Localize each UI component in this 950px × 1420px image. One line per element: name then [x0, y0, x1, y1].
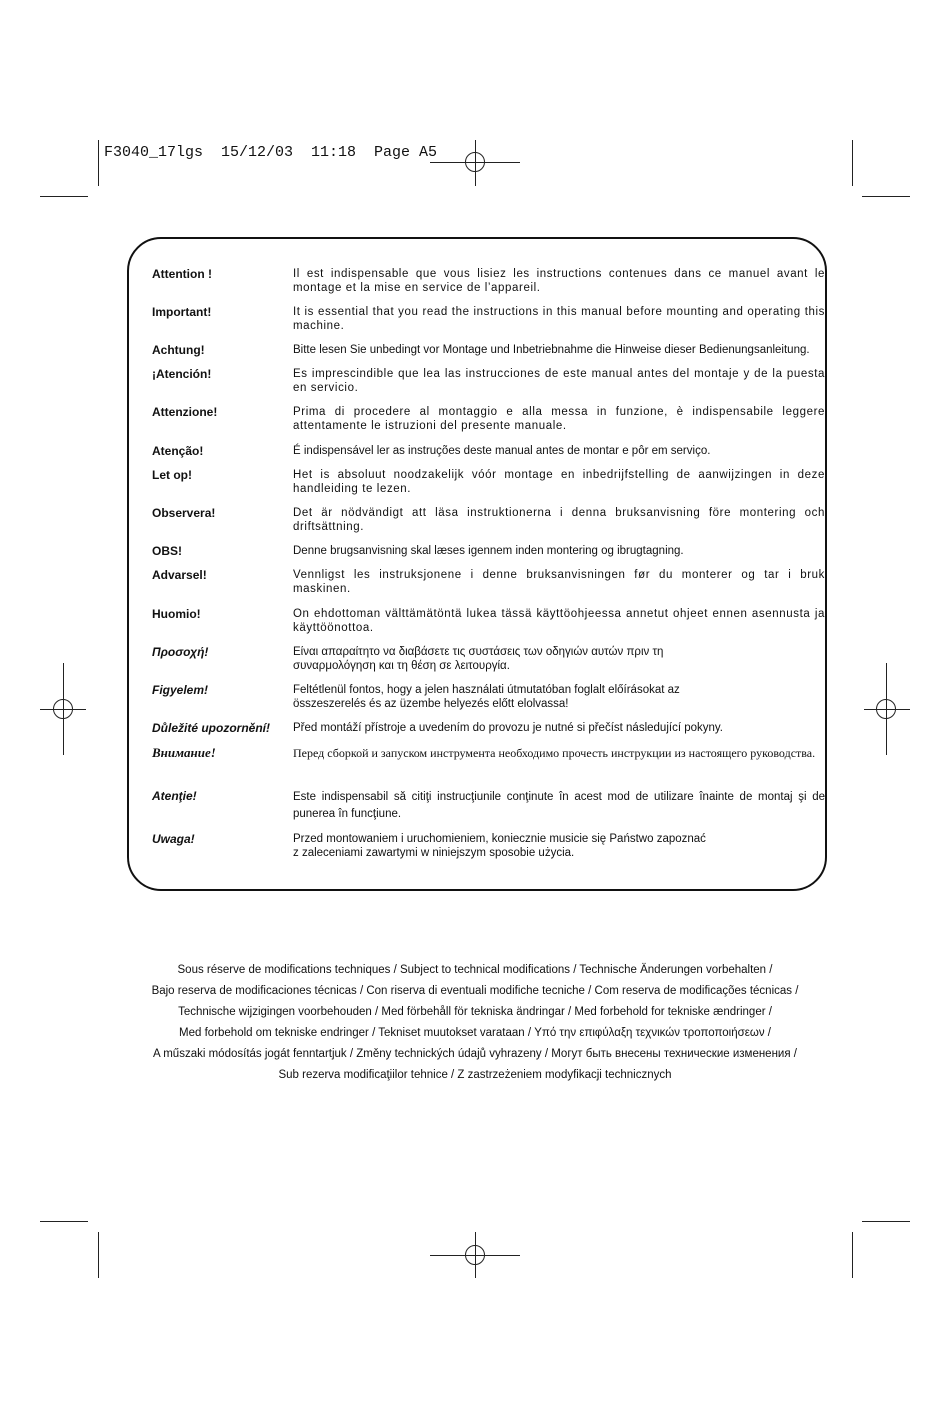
warning-text: [293, 683, 825, 711]
warning-text-line: Είναι απαραίτητο να διαβάσετε τις συστάσεις των οδηγιών αυτών πριν τη: [293, 646, 664, 658]
warning-text-line: συναρμολόγηση και τη θέση σε λειτουργία.: [293, 660, 510, 672]
warning-label: Advarsel!: [152, 568, 207, 582]
warning-text: [293, 645, 825, 673]
warning-label: Внимание!: [152, 745, 216, 760]
warning-text: Bitte lesen Sie unbedingt vor Montage und Inbetriebnahme die Hinweise dieser Bedienungsanleitung.: [293, 344, 810, 356]
registration-mark-icon: [465, 152, 485, 172]
warning-text: Este indispensabil să citiţi instrucţiunile conţinute în acest mod de utilizare înainte de montaj şi de punerea în funcţiune.: [293, 791, 825, 820]
crop-mark: [852, 140, 853, 186]
technical-modifications-notice: [100, 960, 850, 1086]
warning-panel: [127, 237, 827, 891]
warning-label: Achtung!: [152, 343, 205, 357]
crop-mark: [40, 196, 88, 197]
crop-mark: [98, 1232, 99, 1278]
print-slug: F3040_17lgs 15/12/03 11:18 Page A5: [104, 144, 438, 161]
warning-text: Det är nödvändigt att läsa instruktionerna i denna bruksanvisning före montering och driftsättning.: [293, 507, 825, 533]
crop-mark: [862, 1221, 910, 1222]
warning-text: Denne brugsanvisning skal læses igennem inden montering og ibrugtagning.: [293, 545, 684, 557]
registration-mark-icon: [53, 699, 73, 719]
warning-text: It is essential that you read the instructions in this manual before mounting and operating this machine.: [293, 306, 825, 332]
crop-mark: [852, 1232, 853, 1278]
warning-text: Перед сборкой и запуском инструмента необходимо прочесть инструкции из настоящего руководства.: [293, 746, 816, 760]
warning-label: Uwaga!: [152, 832, 195, 846]
warning-text: [293, 832, 825, 860]
crop-mark: [40, 1221, 88, 1222]
notice-line: Sub rezerva modificaţiilor tehnice / Z zastrzeżeniem modyfikacji technicznych: [278, 1069, 672, 1081]
warning-text-line: összeszerelés és az üzembe helyezés előtt elolvassa!: [293, 698, 569, 710]
warning-label: OBS!: [152, 544, 182, 558]
warning-label: Atenţie!: [152, 789, 197, 803]
warning-text: On ehdottoman välttämätöntä lukea tässä käyttöohjeessa annetut ohjeet ennen asennusta ja käyttöönottoa.: [293, 608, 825, 634]
warning-label: Figyelem!: [152, 683, 209, 697]
warning-label: Atenção!: [152, 444, 204, 458]
warning-text: Es imprescindible que lea las instrucciones de este manual antes del montaje y de la puesta en servicio.: [293, 368, 825, 394]
warning-label: Attention !: [152, 267, 212, 281]
warning-label: Let op!: [152, 468, 192, 482]
registration-mark-icon: [465, 1245, 485, 1265]
notice-line: Technische wijzigingen voorbehouden / Med förbehåll för tekniska ändringar / Med forbehold for tekniske ændringer /: [178, 1006, 772, 1018]
notice-line: Med forbehold om tekniske endringer / Tekniset muutokset varataan / Υπό την επιφύλαξη τεχνικών τροποποιήσεων /: [179, 1027, 771, 1039]
crop-mark: [98, 140, 99, 186]
warning-label: Important!: [152, 305, 212, 319]
warning-text: Vennligst les instruksjonene i denne bruksanvisningen før du monterer og tar i bruk maskinen.: [293, 569, 825, 595]
warning-label: Důležité upozornění!: [152, 721, 270, 735]
warning-text-line: Przed montowaniem i uruchomieniem, koniecznie musicie się Państwo zapoznać: [293, 833, 706, 845]
warning-label: Attenzione!: [152, 405, 218, 419]
warning-text: Het is absoluut noodzakelijk vóór montage en inbedrijfstelling de aanwijzingen in deze handleiding te lezen.: [293, 469, 825, 495]
warning-text: Prima di procedere al montaggio e alla messa in funzione, è indispensabile leggere attentamente le istruzioni del presente manuale.: [293, 406, 825, 432]
notice-line: A műszaki módosítás jogát fenntartjuk / Změny technických údajů vyhrazeny / Могут быть внесены технические изменения /: [153, 1048, 797, 1060]
warning-label: Προσοχή!: [152, 645, 209, 659]
warning-label: ¡Atención!: [152, 367, 212, 381]
warning-text: É indispensável ler as instruções deste manual antes de montar e pôr em serviço.: [293, 445, 711, 457]
registration-mark-icon: [876, 699, 896, 719]
notice-line: Bajo reserva de modificaciones técnicas / Con riserva di eventuali modifiche tecniche / Com reserva de modificações técnicas /: [151, 985, 799, 997]
warning-label: Huomio!: [152, 607, 201, 621]
warning-label: Observera!: [152, 506, 216, 520]
notice-line: Sous réserve de modifications techniques / Subject to technical modifications / Technische Änderungen vorbehalten /: [177, 964, 773, 976]
warning-text: Il est indispensable que vous lisiez les instructions contenues dans ce manuel avant le montage et la mise en service de l’appareil.: [293, 268, 825, 294]
warning-text-line: Feltétlenül fontos, hogy a jelen használati útmutatóban foglalt előírásokat az: [293, 684, 680, 696]
warning-text-line: z zaleceniami zawartymi w niniejszym sposobie użycia.: [293, 847, 575, 859]
warning-text: Před montáží přístroje a uvedením do provozu je nutné si přečíst následující pokyny.: [293, 722, 723, 734]
crop-mark: [862, 196, 910, 197]
